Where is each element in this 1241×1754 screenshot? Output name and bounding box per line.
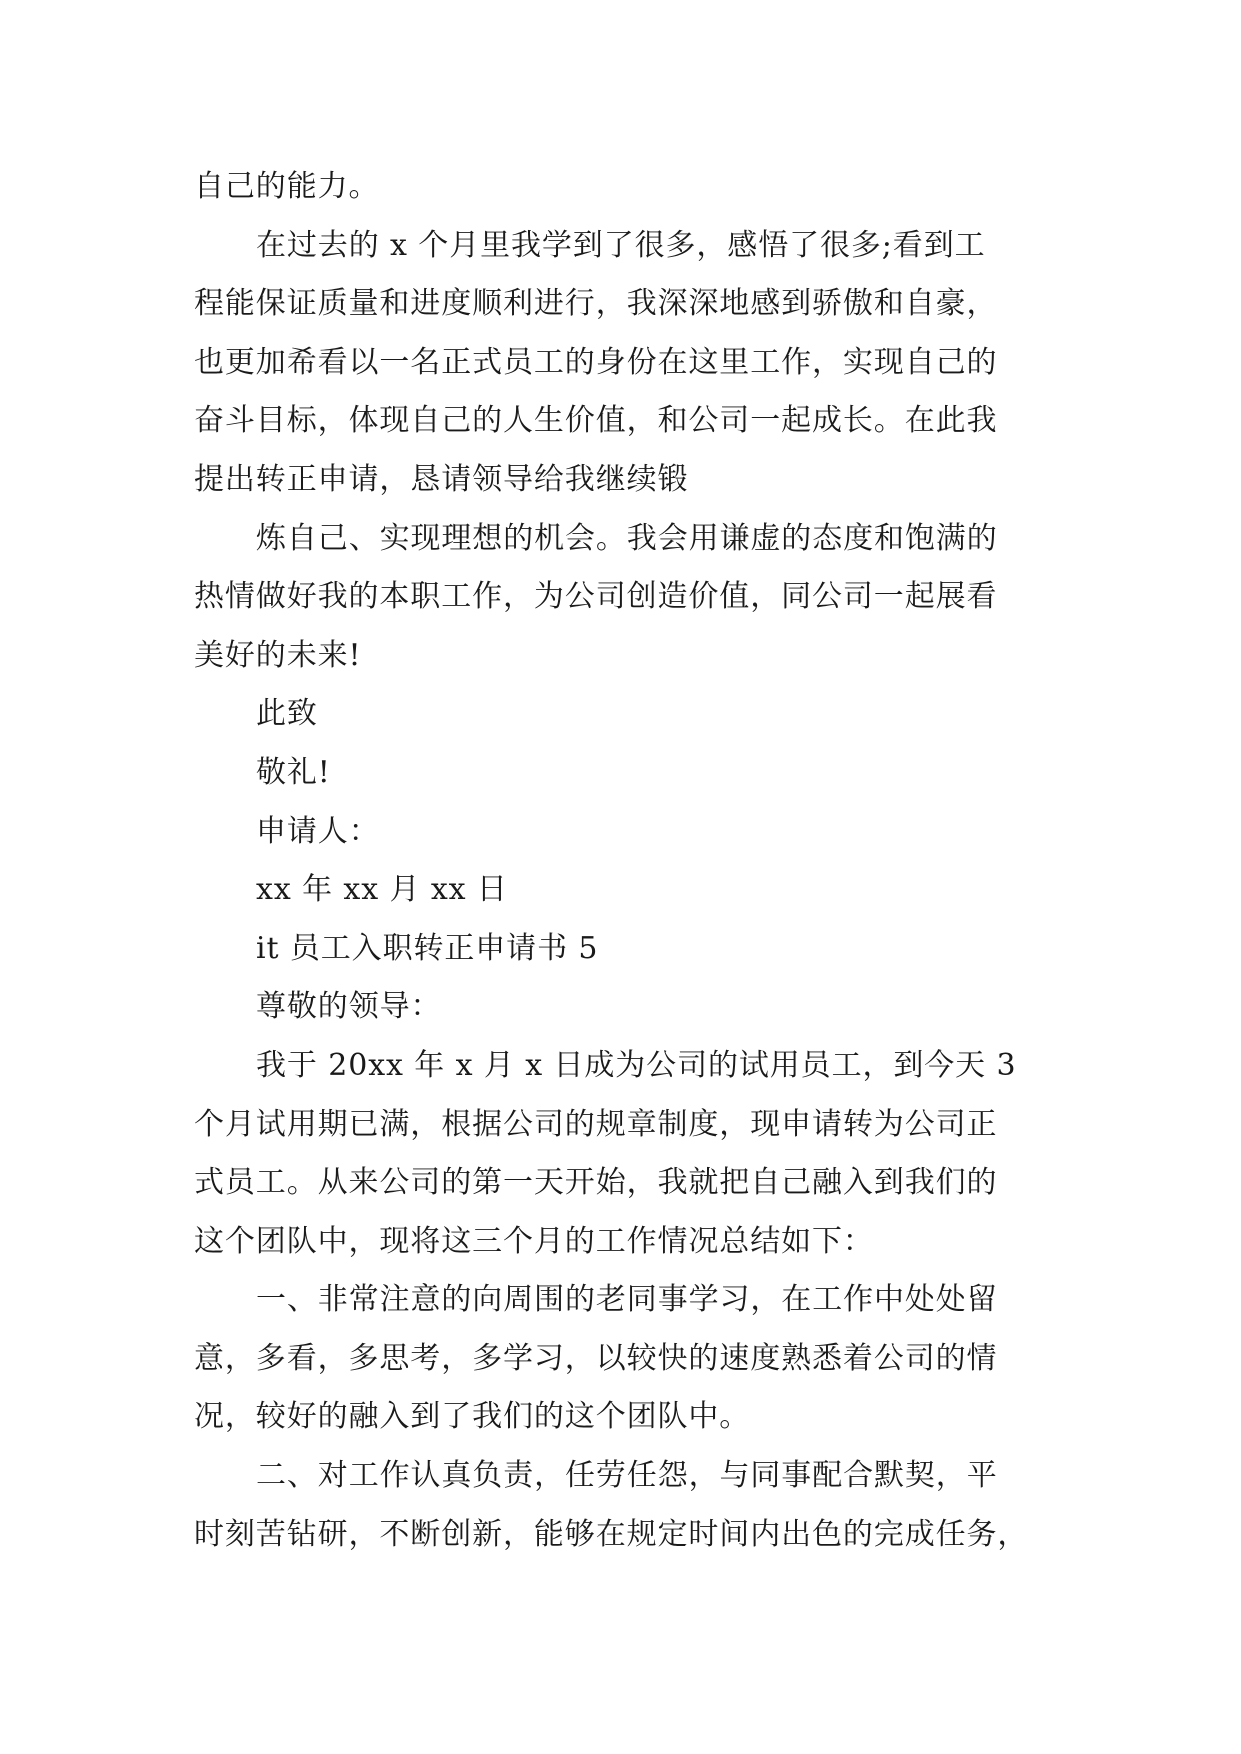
- text-line: 意，多看，多思考，多学习，以较快的速度熟悉着公司的情: [194, 1340, 998, 1376]
- text-line: 二、对工作认真负责，任劳任怨，与同事配合默契，平: [256, 1458, 998, 1494]
- date-line: xx 年 xx 月 xx 日: [256, 872, 508, 908]
- text-line: 在过去的 x 个月里我学到了很多，感悟了很多;看到工: [256, 227, 986, 263]
- text-line: 时刻苦钻研，不断创新，能够在规定时间内出色的完成任务，: [194, 1516, 1029, 1552]
- text-line: 况，较好的融入到了我们的这个团队中。: [194, 1399, 751, 1435]
- section-title: it 员工入职转正申请书 5: [256, 930, 599, 966]
- body-text: [194, 158, 1074, 1564]
- text-line: 这个团队中，现将这三个月的工作情况总结如下：: [194, 1223, 874, 1259]
- closing-respect: 敬礼!: [256, 754, 331, 790]
- text-line: 我于 20xx 年 x 月 x 日成为公司的试用员工，到今天 3: [256, 1047, 1017, 1083]
- text-line: 奋斗目标，体现自己的人生价值，和公司一起成长。在此我: [194, 403, 998, 439]
- text-line: 式员工。从来公司的第一天开始，我就把自己融入到我们的: [194, 1165, 998, 1201]
- text-line: 程能保证质量和进度顺利进行，我深深地感到骄傲和自豪，: [194, 286, 998, 322]
- text-line: 美好的未来!: [194, 637, 362, 673]
- text-line: 炼自己、实现理想的机会。我会用谦虚的态度和饱满的: [256, 520, 998, 556]
- text-line: 个月试用期已满，根据公司的规章制度，现申请转为公司正: [194, 1106, 998, 1142]
- closing-salutation: 此致: [256, 696, 318, 732]
- applicant-label: 申请人：: [256, 813, 380, 849]
- text-line: 一、非常注意的向周围的老同事学习，在工作中处处留: [256, 1282, 998, 1318]
- text-line: 热情做好我的本职工作，为公司创造价值，同公司一起展看: [194, 579, 998, 615]
- text-line: 提出转正申请，恳请领导给我继续锻: [194, 461, 689, 497]
- text-line: 也更加希看以一名正式员工的身份在这里工作，实现自己的: [194, 344, 998, 380]
- text-line: 自己的能力。: [194, 169, 380, 204]
- greeting: 尊敬的领导：: [256, 989, 442, 1025]
